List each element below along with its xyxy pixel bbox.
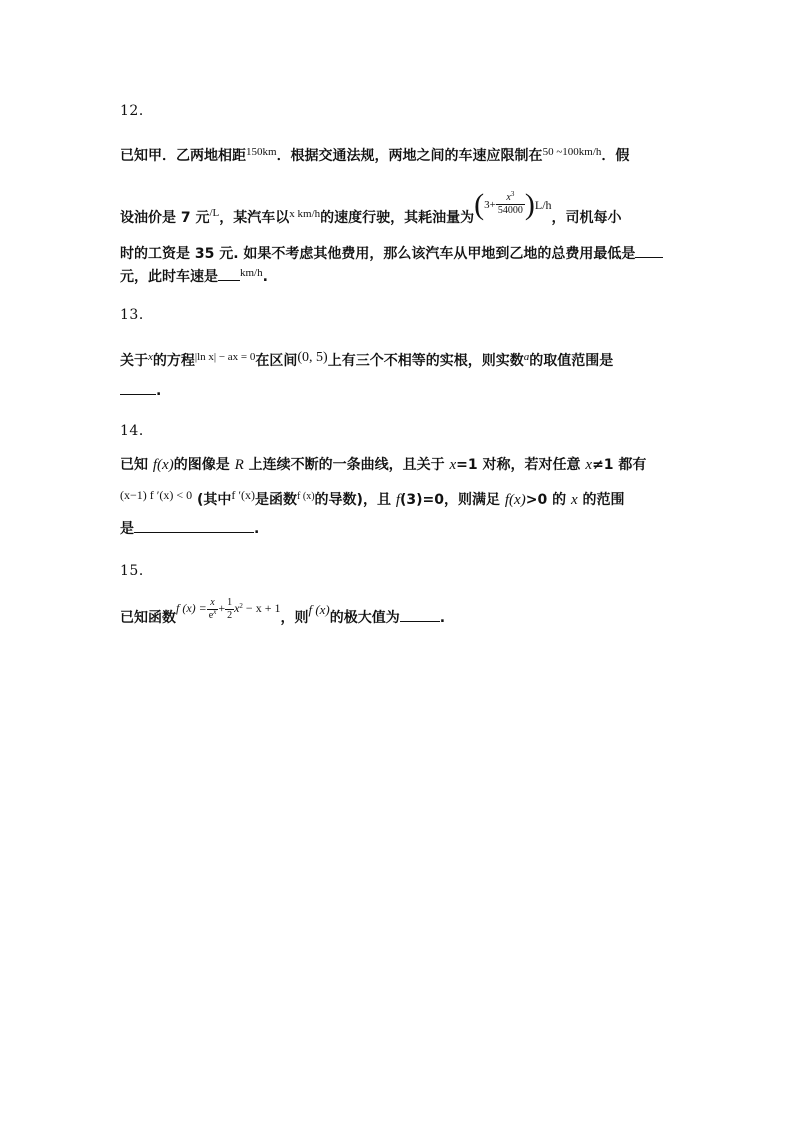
question-14-line-3 (120, 518, 259, 539)
q14-text: 的导数)，且 (314, 492, 396, 508)
answer-blank-12b[interactable] (218, 266, 240, 281)
q14-math-function: f (x) (297, 491, 315, 502)
answer-blank-14[interactable] (134, 518, 254, 533)
q12-consumption-formula: (3+ $\frac{x^3}{54000}$ )L/h (474, 187, 552, 221)
question-12-line-3 (120, 243, 663, 264)
q14-text: . (254, 521, 260, 537)
question-12-line-2 (120, 187, 622, 240)
q14-text: >0 的 (525, 492, 571, 508)
q14-text: 已知 (120, 457, 153, 473)
q12-text: ，司机每小 (551, 210, 622, 226)
q14-text: (其中 (197, 492, 232, 508)
q12-math-speed-range: 50 ~100km/h (542, 146, 602, 158)
q14-math-x: x (449, 457, 457, 473)
q13-text: 在区间 (255, 353, 298, 369)
q14-math-derivative: f ′(x) (231, 488, 256, 502)
q12-text: . (262, 269, 268, 285)
question-12-line-4 (120, 266, 268, 288)
q14-text: 是函数 (255, 492, 298, 508)
q13-text: 关于 (120, 353, 148, 369)
q14-math-x: x (570, 492, 578, 508)
q12-text: ．根据交通法规，两地之间的车速应限制在 (276, 148, 543, 164)
q14-text: 上连续不断的一条曲线，且关于 (243, 457, 450, 473)
q14-math-R: R (234, 457, 244, 473)
q12-text: 设油价是 7 元 (120, 210, 210, 226)
q14-text: (3)=0，则满足 (400, 492, 505, 508)
q12-text: 已知甲．乙两地相距 (120, 148, 246, 164)
q15-math-fx: f (x) (308, 602, 330, 617)
q14-math-f: f (395, 492, 400, 508)
question-13-line-2 (120, 380, 161, 401)
q15-text: 已知函数 (120, 610, 176, 626)
q12-text: ，某汽车以 (219, 210, 290, 226)
q14-math-fx: f(x) (504, 492, 526, 508)
q13-text: 上有三个不相等的实根，则实数 (327, 353, 524, 369)
q14-text: 的图像是 (173, 457, 235, 473)
answer-blank-15[interactable] (400, 607, 440, 622)
question-15-line-1 (120, 598, 445, 638)
q15-text: . (439, 610, 446, 626)
q14-math-condition: (x−1) f ′(x) < 0 (120, 488, 193, 502)
q13-text: . (156, 383, 162, 399)
question-12-number: 12． (120, 103, 154, 119)
q12-math-distance: 150km (246, 146, 277, 158)
question-13-number: 13． (120, 307, 154, 323)
q14-text: =1 对称，若对任意 (456, 457, 586, 473)
q13-math-a: a (523, 351, 530, 363)
q13-math-interval: (0, 5) (297, 350, 328, 365)
q12-text: 的速度行驶，其耗油量为 (320, 210, 475, 226)
q14-math-fx: f(x) (152, 457, 174, 473)
q13-text: 的取值范围是 (529, 353, 614, 369)
question-14-line-1 (120, 455, 646, 475)
q12-text: 时的工资是 35 元. 如果不考虑其他费用，那么该汽车从甲地到乙地的总费用最低是 (120, 246, 636, 262)
q15-text: 的极大值为 (329, 610, 400, 626)
q12-text: ．假 (601, 148, 630, 164)
q13-math-x: x (148, 351, 153, 363)
question-14-line-2 (120, 490, 625, 512)
q12-text: 元，此时车速是 (120, 269, 218, 285)
q12-math-speed: x km/h (289, 208, 321, 220)
question-12-line-1 (120, 146, 629, 167)
q12-math-unit: km/h (240, 267, 263, 279)
q14-text: ≠1 都有 (592, 457, 647, 473)
q14-text: 的范围 (577, 492, 625, 508)
q15-function-formula: f (x) = $\frac{x}{e^x}$ + $\frac{1}{2}$ $x^2 - x + 1$ (176, 596, 281, 621)
q13-text: 的方程 (152, 353, 195, 369)
question-15-number: 15． (120, 563, 154, 579)
q14-text: 是 (120, 521, 134, 537)
q15-text: ，则 (280, 610, 309, 626)
q13-math-equation: |ln x| − ax = 0 (194, 351, 256, 363)
answer-blank-12a[interactable] (635, 243, 663, 258)
answer-blank-13[interactable] (120, 380, 156, 395)
question-14-number: 14． (120, 423, 154, 439)
q12-math-price-unit: /L (209, 207, 220, 219)
question-13-line-1 (120, 351, 613, 372)
q14-math-x: x (585, 457, 593, 473)
